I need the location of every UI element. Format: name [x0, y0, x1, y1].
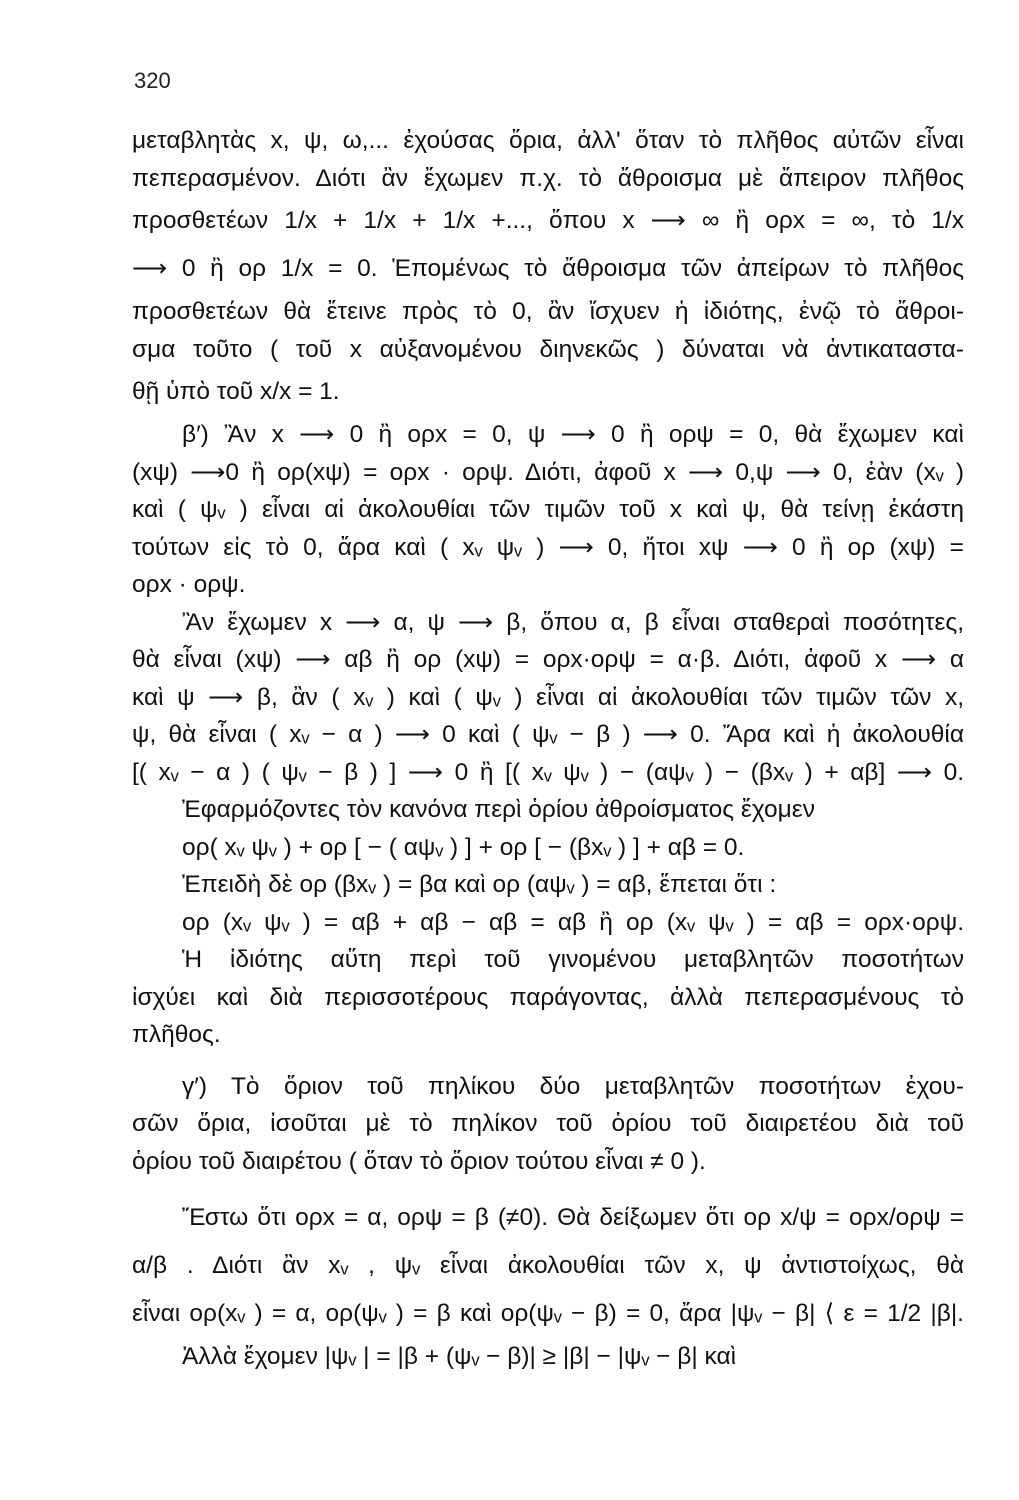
page-number: 320: [134, 68, 171, 93]
text-line: ορx · ορψ.: [132, 571, 246, 598]
text-line: α/β . Διότι ἂν xᵥ , ψᵥ εἶναι ἀκολουθίαι τῶν x, ψ ἀντιστοίχως, θὰ: [132, 1252, 964, 1279]
paragraph-sums: [132, 122, 964, 416]
text-line: Ἔστω ὅτι ορx = α, ορψ = β (≠0). Θὰ δείξωμεν ὅτι ορ x/ψ = ορx/ορψ =: [182, 1204, 964, 1231]
paragraph-quotient: [132, 1068, 964, 1181]
text-line: ορ (xᵥ ψᵥ ) = αβ + αβ − αβ = αβ ἢ ορ (xᵥ ψᵥ ) = αβ = ορx·ορψ.: [182, 908, 964, 936]
text-line: σμα τοῦτο ( τοῦ x αὐξανομένου διηνεκῶς ) δύναται νὰ ἀντικαταστα-: [132, 335, 964, 363]
text-line: εἶναι ορ(xᵥ ) = α, ορ(ψᵥ ) = β καὶ ορ(ψᵥ − β) = 0, ἄρα |ψᵥ − β| ⟨ ε = 1/2 |β|.: [132, 1300, 964, 1327]
text-line: πεπερασμένον. Διότι ἂν ἔχωμεν π.χ. τὸ ἄθροισμα μὲ ἄπειρον πλῆθος: [132, 164, 964, 192]
paragraph-product-limits: [132, 604, 964, 942]
text-line: καὶ ( ψᵥ ) εἶναι αἱ ἀκολουθίαι τῶν τιμῶν τοῦ x καὶ ψ, θὰ τείνῃ ἑκάστη: [132, 496, 964, 523]
text-line: πλῆθος.: [132, 1021, 221, 1048]
text-line: ὁρίου τοῦ διαιρέτου ( ὅταν τὸ ὅριον τούτου εἶναι ≠ 0 ).: [132, 1147, 706, 1175]
text-line: β′) Ἂν x ⟶ 0 ἢ ορx = 0, ψ ⟶ 0 ἢ ορψ = 0, θὰ ἔχωμεν καὶ: [182, 421, 964, 448]
text-line: ορ( xᵥ ψᵥ ) + ορ [ − ( αψᵥ ) ] + ορ [ − (βxᵥ ) ] + αβ = 0.: [182, 833, 745, 861]
text-line: [( xᵥ − α ) ( ψᵥ − β ) ] ⟶ 0 ἢ [( xᵥ ψᵥ ) − (αψᵥ ) − (βxᵥ ) + αβ] ⟶ 0.: [132, 758, 964, 786]
text-line: Ἂν ἔχωμεν x ⟶ α, ψ ⟶ β, ὅπου α, β εἶναι σταθεραὶ ποσότητες,: [182, 608, 964, 636]
paragraph-many-factors: [132, 941, 964, 1054]
text-line: Ἀλλὰ ἔχομεν |ψᵥ | = |β + (ψᵥ − β)| ≥ |β| − |ψᵥ − β| καὶ: [182, 1343, 737, 1370]
text-line: Ἡ ἰδιότης αὕτη περὶ τοῦ γινομένου μεταβλητῶν ποσοτήτων: [182, 946, 964, 973]
text-line: θῇ ὑπὸ τοῦ x/x = 1.: [132, 378, 340, 405]
text-line: Ἐπειδὴ δὲ ορ (βxᵥ ) = βα καὶ ορ (αψᵥ ) = αβ, ἕπεται ὅτι :: [182, 871, 777, 898]
text-line: τούτων εἰς τὸ 0, ἄρα καὶ ( xᵥ ψᵥ ) ⟶ 0, ἤτοι xψ ⟶ 0 ἢ ορ (xψ) =: [132, 533, 964, 561]
text-line: σῶν ὅρια, ἰσοῦται μὲ τὸ πηλίκον τοῦ ὁρίου τοῦ διαιρετέου διὰ τοῦ: [132, 1110, 964, 1137]
text-line: καὶ ψ ⟶ β, ἂν ( xᵥ ) καὶ ( ψᵥ ) εἶναι αἱ ἀκολουθίαι τῶν τιμῶν τῶν x,: [132, 683, 964, 711]
text-line: ψ, θὰ εἶναι ( xᵥ − α ) ⟶ 0 καὶ ( ψᵥ − β ) ⟶ 0. Ἄρα καὶ ἡ ἀκολουθία: [132, 721, 964, 748]
paragraph-quotient-proof: [132, 1194, 964, 1376]
text-line: ⟶ 0 ἢ ορ 1/x = 0. Ἑπομένως τὸ ἄθροισμα τῶν ἀπείρων τὸ πλῆθος: [132, 255, 964, 282]
text-line: προσθετέων θὰ ἔτεινε πρὸς τὸ 0, ἂν ἴσχυεν ἡ ἰδιότης, ἐνῷ τὸ ἄθροι-: [132, 298, 964, 325]
text-line: θὰ εἶναι (xψ) ⟶ αβ ἢ ορ (xψ) = ορx·ορψ = α·β. Διότι, ἀφοῦ x ⟶ α: [132, 646, 964, 673]
text-line: μεταβλητὰς x, ψ, ω,... ἐχούσας ὅρια, ἀλλ' ὅταν τὸ πλῆθος αὐτῶν εἶναι: [132, 127, 964, 154]
text-line: γ′) Τὸ ὅριον τοῦ πηλίκου δύο μεταβλητῶν ποσοτήτων ἐχου-: [182, 1072, 964, 1100]
text-line: προσθετέων 1/x + 1/x + 1/x +..., ὅπου x ⟶ ∞ ἢ ορx = ∞, τὸ 1/x: [132, 207, 964, 234]
paragraph-product-zero: [132, 416, 964, 604]
text-line: (xψ) ⟶0 ἢ ορ(xψ) = ορx · ορψ. Διότι, ἀφοῦ x ⟶ 0,ψ ⟶ 0, ἐὰν (xᵥ ): [132, 458, 964, 486]
text-line: Ἐφαρμόζοντες τὸν κανόνα περὶ ὁρίου ἀθροίσματος ἔχομεν: [182, 796, 815, 823]
text-line: ἰσχύει καὶ διὰ περισσοτέρους παράγοντας, ἀλλὰ πεπερασμένους τὸ: [132, 983, 964, 1011]
page-body: [132, 122, 964, 1376]
